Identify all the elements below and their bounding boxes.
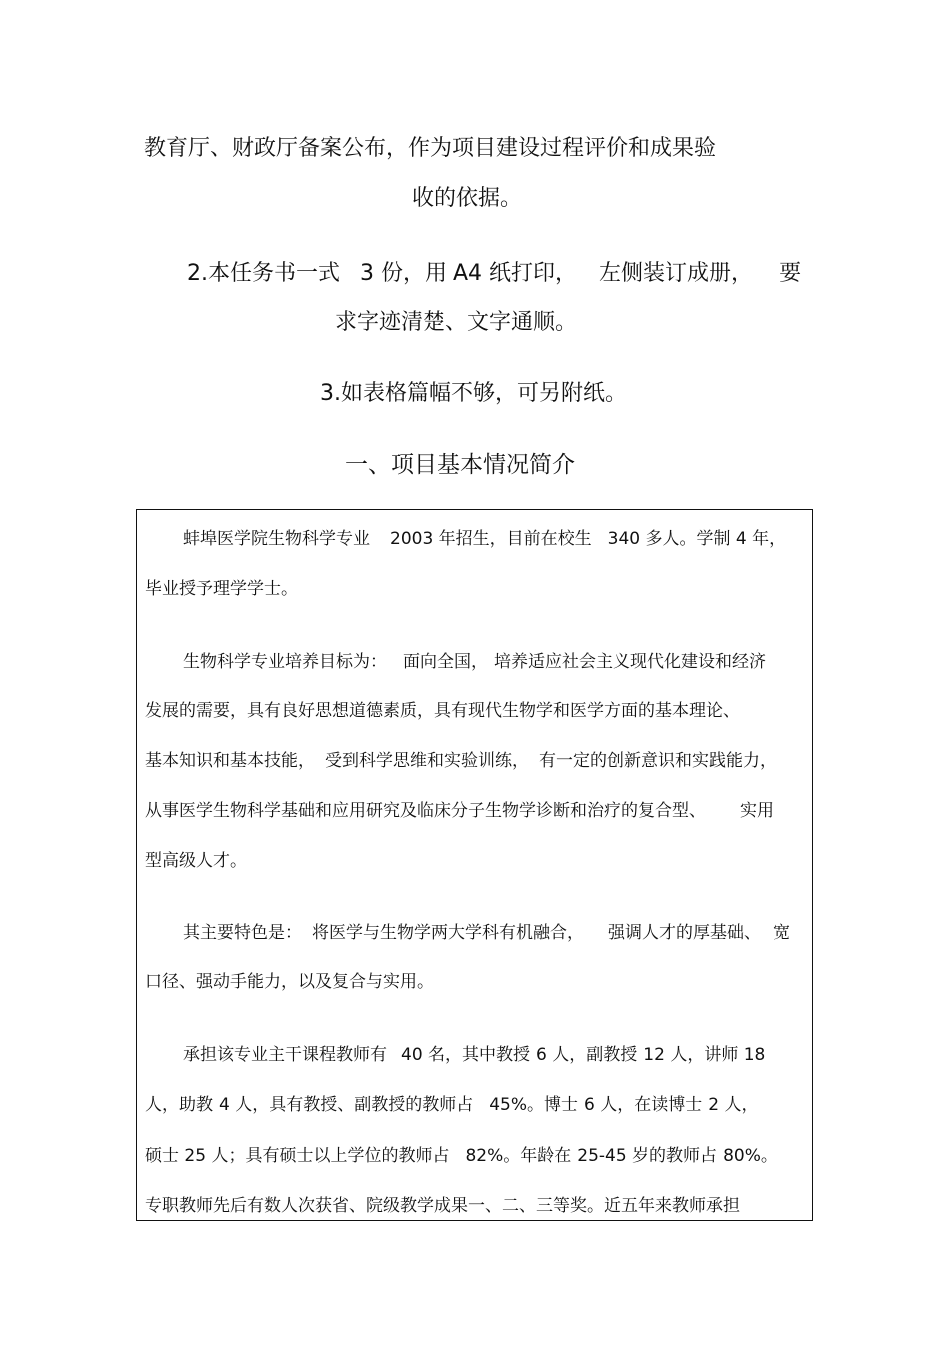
box-p4-l2-seg-a: 人，助教 bbox=[145, 1095, 213, 1115]
box-p3-seg-d: 宽 bbox=[773, 923, 790, 943]
box-p2-l4-seg-a: 从事医学生物科学基础和应用研究及临床分子生物学诊断和治疗的复合型、 bbox=[145, 801, 706, 821]
intro-p2-seg-d: 左侧装订成册， bbox=[599, 261, 754, 286]
box-p1-seg-c: 340 多人。学制 4 年， bbox=[607, 529, 787, 549]
box-p2-l4-seg-b: 实用 bbox=[740, 801, 774, 821]
intro-p2-line1 bbox=[187, 256, 801, 287]
box-p1-line2: 毕业授予理学学士。 bbox=[145, 579, 298, 599]
box-p4-l1-seg-b: 40 名，其中教授 bbox=[401, 1045, 531, 1065]
box-p3-seg-a: 其主要特色是： bbox=[183, 923, 302, 943]
box-p2-l3-seg-b: 受到科学思维和实验训练， bbox=[325, 751, 529, 771]
intro-p2-line2: 求字迹清楚、文字通顺。 bbox=[335, 310, 578, 335]
box-p3-line1 bbox=[183, 918, 790, 943]
box-p2-line2: 发展的需要，具有良好思想道德素质，具有现代生物学和医学方面的基本理论、 bbox=[145, 701, 740, 721]
box-p4-l2-seg-c: 45%。博士 bbox=[489, 1095, 579, 1115]
box-p4-l2-seg-b: 4 人，具有教授、副教授的教师占 bbox=[219, 1095, 474, 1115]
intro-p2-seg-c: A4 纸打印， bbox=[453, 261, 578, 286]
box-p2-seg-c: 培养适应社会主义现代化建设和经济 bbox=[494, 652, 766, 672]
box-p2-l3-seg-c: 有一定的创新意识和实践能力， bbox=[539, 751, 777, 771]
box-p2-line5: 型高级人才。 bbox=[145, 851, 247, 871]
box-p3-seg-c: 强调人才的厚基础、 bbox=[608, 923, 761, 943]
box-p4-l1-seg-c: 6 人，副教授 bbox=[536, 1045, 638, 1065]
intro-p1-line1: 教育厅、财政厅备案公布，作为项目建设过程评价和成果验 bbox=[144, 136, 717, 161]
box-p2-seg-a: 生物科学专业培养目标为： bbox=[183, 652, 387, 672]
box-p2-l3-seg-a: 基本知识和基本技能， bbox=[145, 751, 315, 771]
intro-p2-seg-b: 3 份，用 bbox=[360, 261, 447, 286]
section-heading: 一、项目基本情况简介 bbox=[345, 452, 575, 478]
box-p4-line3 bbox=[145, 1141, 778, 1166]
box-p1-seg-b: 2003 年招生，目前在校生 bbox=[390, 529, 592, 549]
box-p1-line1 bbox=[183, 524, 786, 549]
box-p4-line4: 专职教师先后有数人次获省、院级教学成果一、二、三等奖。近五年来教师承担 bbox=[145, 1196, 740, 1216]
box-p3-line2: 口径、强动手能力，以及复合与实用。 bbox=[145, 972, 434, 992]
box-p2-line3 bbox=[145, 746, 777, 771]
box-p4-line2 bbox=[145, 1090, 759, 1115]
intro-p2-seg-e: 要 bbox=[779, 261, 802, 286]
box-p2-line4 bbox=[145, 796, 774, 821]
box-p4-l1-seg-a: 承担该专业主干课程教师有 bbox=[183, 1045, 387, 1065]
box-p2-line1 bbox=[183, 647, 766, 672]
box-p4-l3-seg-d: 80%。 bbox=[723, 1146, 778, 1166]
box-p4-l3-seg-b: 82%。年龄在 bbox=[465, 1146, 572, 1166]
box-p4-l2-seg-d: 6 人，在读博士 bbox=[584, 1095, 703, 1115]
intro-p2-seg-a: 2.本任务书一式 bbox=[187, 261, 340, 286]
intro-p1-line2: 收的依据。 bbox=[412, 186, 523, 211]
project-intro-box bbox=[136, 509, 813, 1221]
box-p2-seg-b: 面向全国， bbox=[403, 652, 488, 672]
box-p4-line1 bbox=[183, 1040, 765, 1065]
intro-p3: 3.如表格篇幅不够，可另附纸。 bbox=[320, 381, 627, 406]
box-p4-l3-seg-c: 25-45 岁的教师占 bbox=[577, 1146, 718, 1166]
box-p3-seg-b: 将医学与生物学两大学科有机融合， bbox=[312, 923, 584, 943]
box-p4-l1-seg-d: 12 人，讲师 18 bbox=[643, 1045, 766, 1065]
box-p1-seg-a: 蚌埠医学院生物科学专业 bbox=[183, 529, 370, 549]
box-p4-l3-seg-a: 硕士 25 人；具有硕士以上学位的教师占 bbox=[145, 1146, 450, 1166]
box-p4-l2-seg-e: 2 人， bbox=[708, 1095, 759, 1115]
